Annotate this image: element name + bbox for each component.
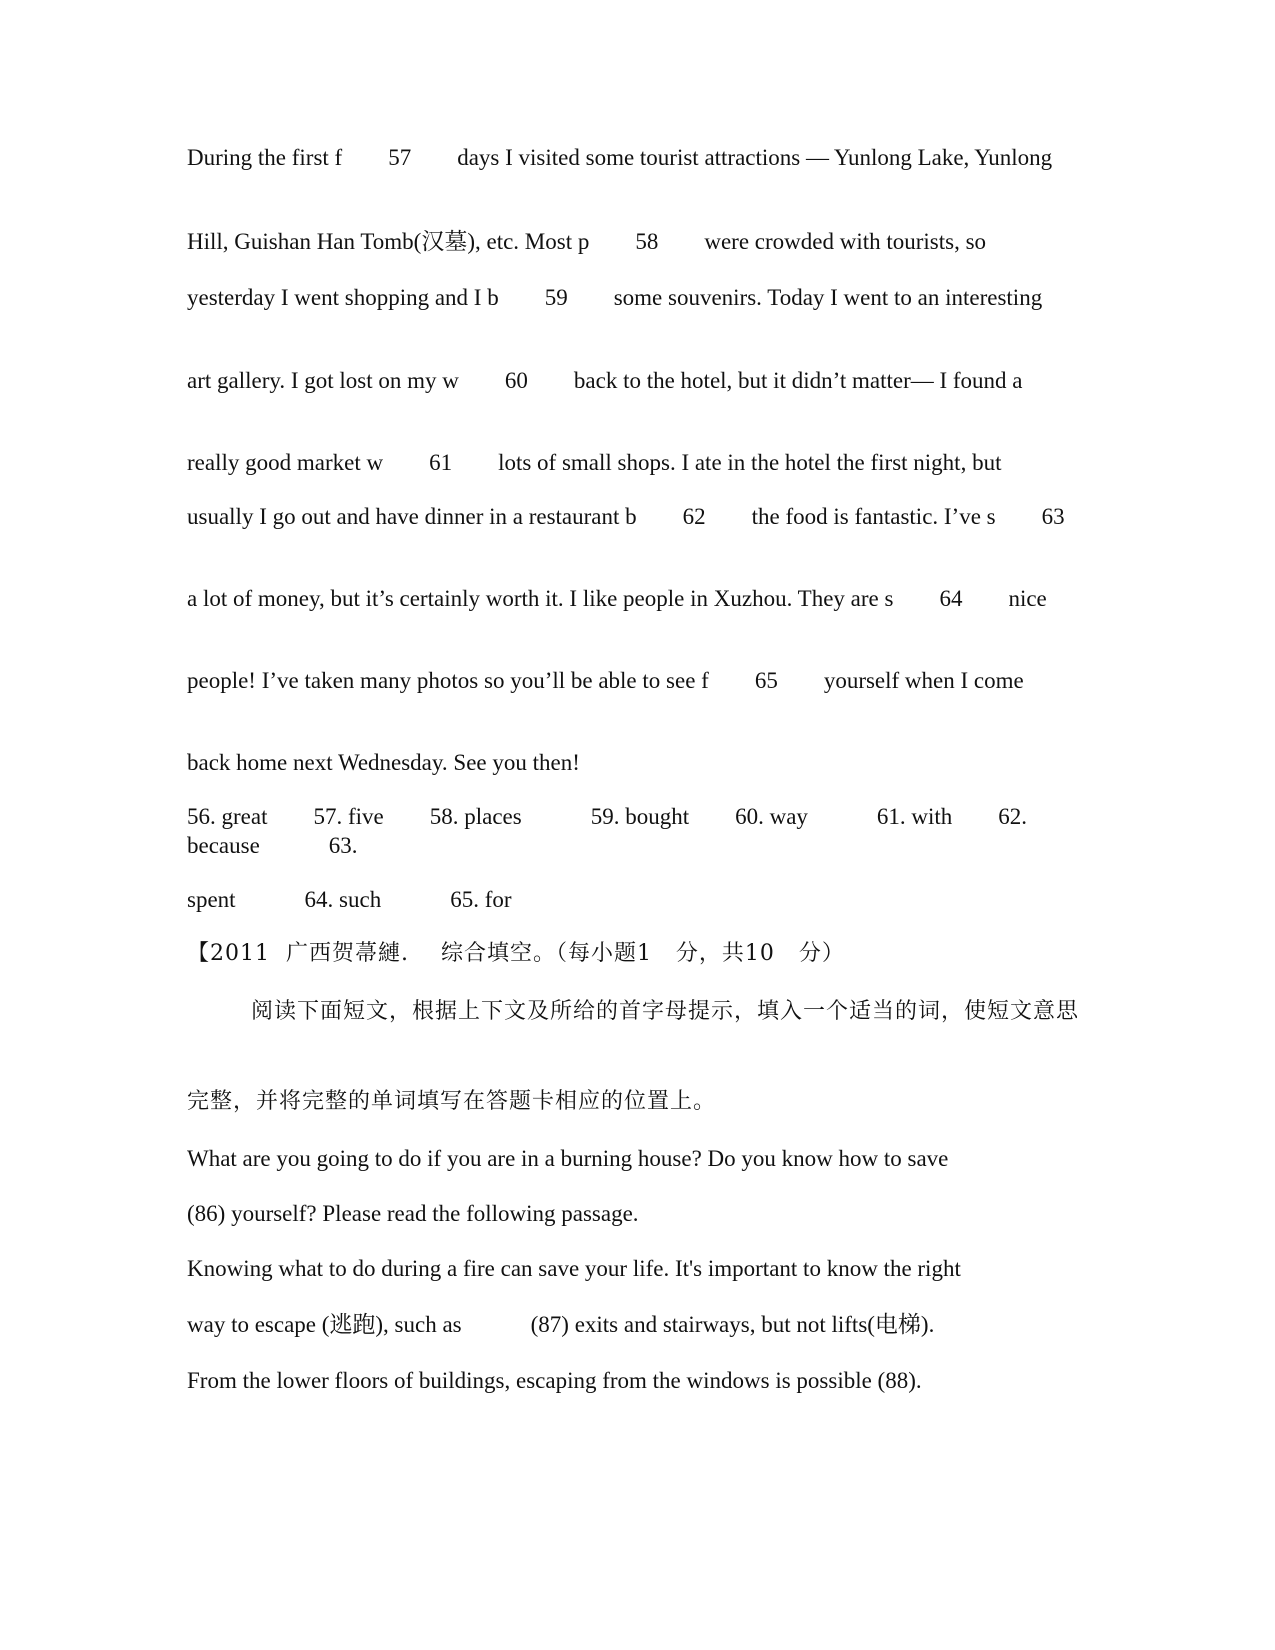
section-header: 【2011 广西贺菷縺. 综合填空。（每小题1 分，共10 分） <box>187 941 845 966</box>
instructions-line-1: 阅读下面短文，根据上下文及所给的首字母提示，填入一个适当的词，使短文意思 <box>187 999 1079 1024</box>
answer-key-line-2: spent 64. such 65. for <box>187 887 512 912</box>
fire-passage-line-3: Knowing what to do during a fire can save your life. It's important to know the right <box>187 1256 961 1281</box>
passage-line-62: usually I go out and have dinner in a restaurant b 62 the food is fantastic. I’ve s 63 <box>187 504 1065 529</box>
fire-passage-line-1: What are you going to do if you are in a burning house? Do you know how to save <box>187 1146 949 1171</box>
fire-passage-line-4: way to escape (逃跑), such as (87) exits and stairways, but not lifts(电梯). <box>187 1312 935 1337</box>
fire-passage-line-2: (86) yourself? Please read the following passage. <box>187 1201 639 1226</box>
passage-line-60: art gallery. I got lost on my w 60 back to the hotel, but it didn’t matter— I found a <box>187 368 1023 393</box>
passage-line-65: people! I’ve taken many photos so you’ll be able to see f 65 yourself when I come <box>187 668 1024 693</box>
passage-line-64: a lot of money, but it’s certainly worth it. I like people in Xuzhou. They are s 64 nice <box>187 586 1047 611</box>
passage-line-58: Hill, Guishan Han Tomb(汉墓), etc. Most p 58 were crowded with tourists, so <box>187 229 987 254</box>
fire-passage-line-5: From the lower floors of buildings, escaping from the windows is possible (88). <box>187 1368 922 1393</box>
answer-key-line-1: 56. great 57. five 58. places 59. bought 60. way 61. with 62. because 63. <box>187 804 1033 858</box>
passage-line-61: really good market w 61 lots of small shops. I ate in the hotel the first night, but <box>187 450 1002 475</box>
passage-line-closing: back home next Wednesday. See you then! <box>187 750 580 775</box>
passage-line-57: During the first f 57 days I visited some tourist attractions — Yunlong Lake, Yunlong <box>187 145 1053 170</box>
instructions-line-2: 完整，并将完整的单词填写在答题卡相应的位置上。 <box>187 1089 717 1114</box>
passage-line-59: yesterday I went shopping and I b 59 some souvenirs. Today I went to an interesting <box>187 285 1043 310</box>
